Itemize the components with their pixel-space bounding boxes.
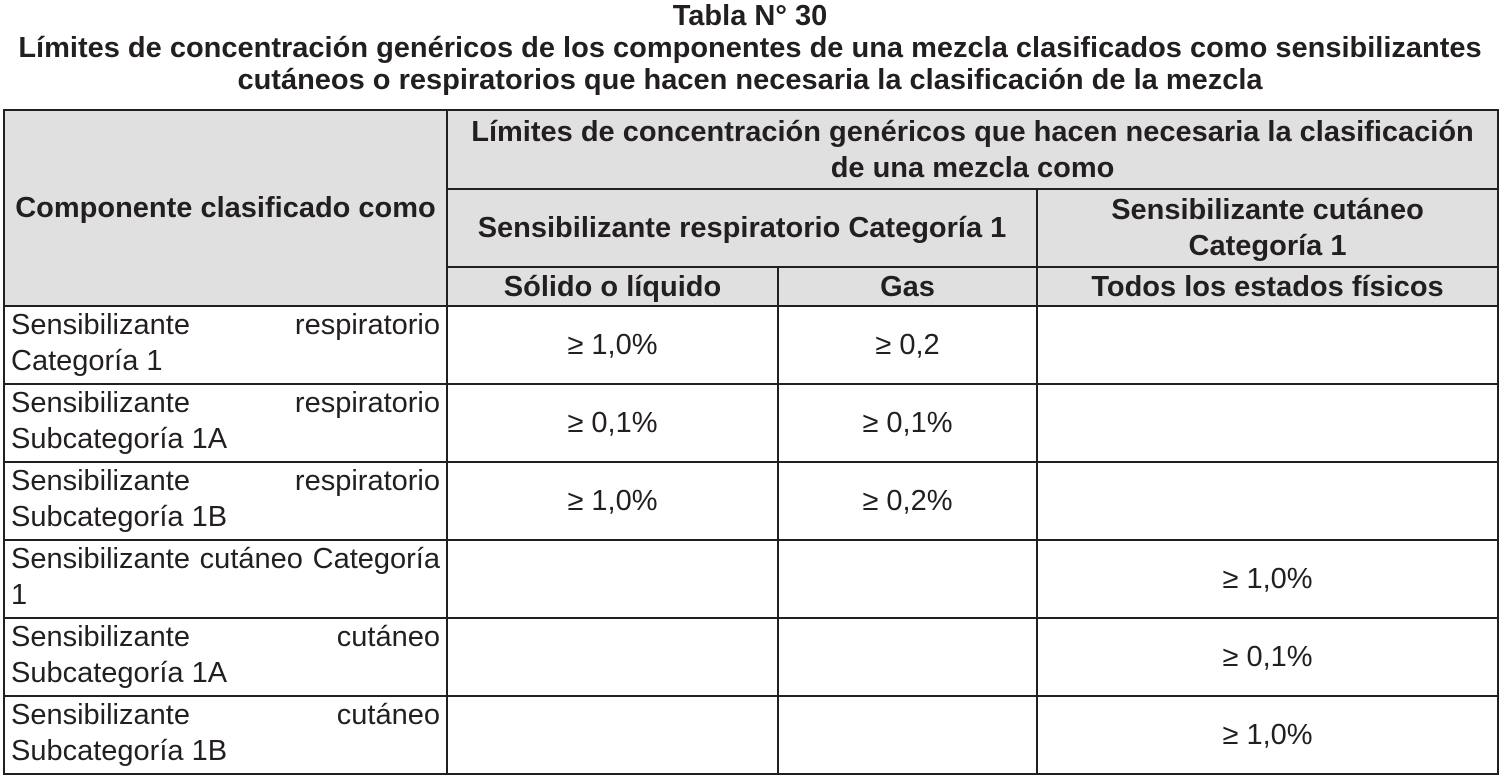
- table-row: [4, 462, 1498, 540]
- gas-cell: ≥ 0,2: [778, 306, 1037, 384]
- component-cell: Sensibilizante cutáneo Categoría 1: [4, 540, 447, 618]
- table-number: Tabla N° 30: [672, 0, 828, 32]
- table-row: [4, 696, 1498, 774]
- solid-liquid-cell: [447, 618, 778, 696]
- all-states-cell: [1037, 462, 1498, 540]
- component-cell: Sensibilizante cutáneo Subcategoría 1A: [4, 618, 447, 696]
- gas-cell: [778, 618, 1037, 696]
- gas-cell: ≥ 0,2%: [778, 462, 1037, 540]
- solid-liquid-cell: [447, 696, 778, 774]
- solid-liquid-cell: [447, 540, 778, 618]
- component-cell: Sensibilizante cutáneo Subcategoría 1B: [4, 696, 447, 774]
- concentration-limits-table: [3, 109, 1499, 775]
- solid-liquid-cell: ≥ 1,0%: [447, 306, 778, 384]
- table-title: Límites de concentración genéricos de los componentes de una mezcla clasificados como sensibilizantes cutáneos o respiratorios que hacen necesaria la clasificación de la mezcla: [18, 32, 1482, 96]
- all-states-cell: ≥ 1,0%: [1037, 540, 1498, 618]
- header-gas: Gas: [778, 267, 1037, 306]
- table-row: [4, 306, 1498, 384]
- component-cell: Sensibilizante respiratorio Subcategoría 1B: [4, 462, 447, 540]
- solid-liquid-cell: ≥ 1,0%: [447, 462, 778, 540]
- table-row: [4, 540, 1498, 618]
- header-all-states: Todos los estados físicos: [1037, 267, 1498, 306]
- header-solid-liquid: Sólido o líquido: [447, 267, 778, 306]
- header-respiratory: Sensibilizante respiratorio Categoría 1: [447, 189, 1037, 267]
- component-cell: Sensibilizante respiratorio Subcategoría 1A: [4, 384, 447, 462]
- gas-cell: ≥ 0,1%: [778, 384, 1037, 462]
- solid-liquid-cell: ≥ 0,1%: [447, 384, 778, 462]
- header-group: Límites de concentración genéricos que hacen necesaria la clasificación de una mezcla como: [447, 110, 1498, 189]
- all-states-cell: ≥ 0,1%: [1037, 618, 1498, 696]
- table-row: [4, 384, 1498, 462]
- gas-cell: [778, 696, 1037, 774]
- all-states-cell: [1037, 384, 1498, 462]
- table-row: [4, 618, 1498, 696]
- component-cell: Sensibilizante respiratorio Categoría 1: [4, 306, 447, 384]
- header-cutaneous: Sensibilizante cutáneo Categoría 1: [1037, 189, 1498, 267]
- all-states-cell: ≥ 1,0%: [1037, 696, 1498, 774]
- all-states-cell: [1037, 306, 1498, 384]
- gas-cell: [778, 540, 1037, 618]
- header-component: Componente clasificado como: [4, 110, 447, 306]
